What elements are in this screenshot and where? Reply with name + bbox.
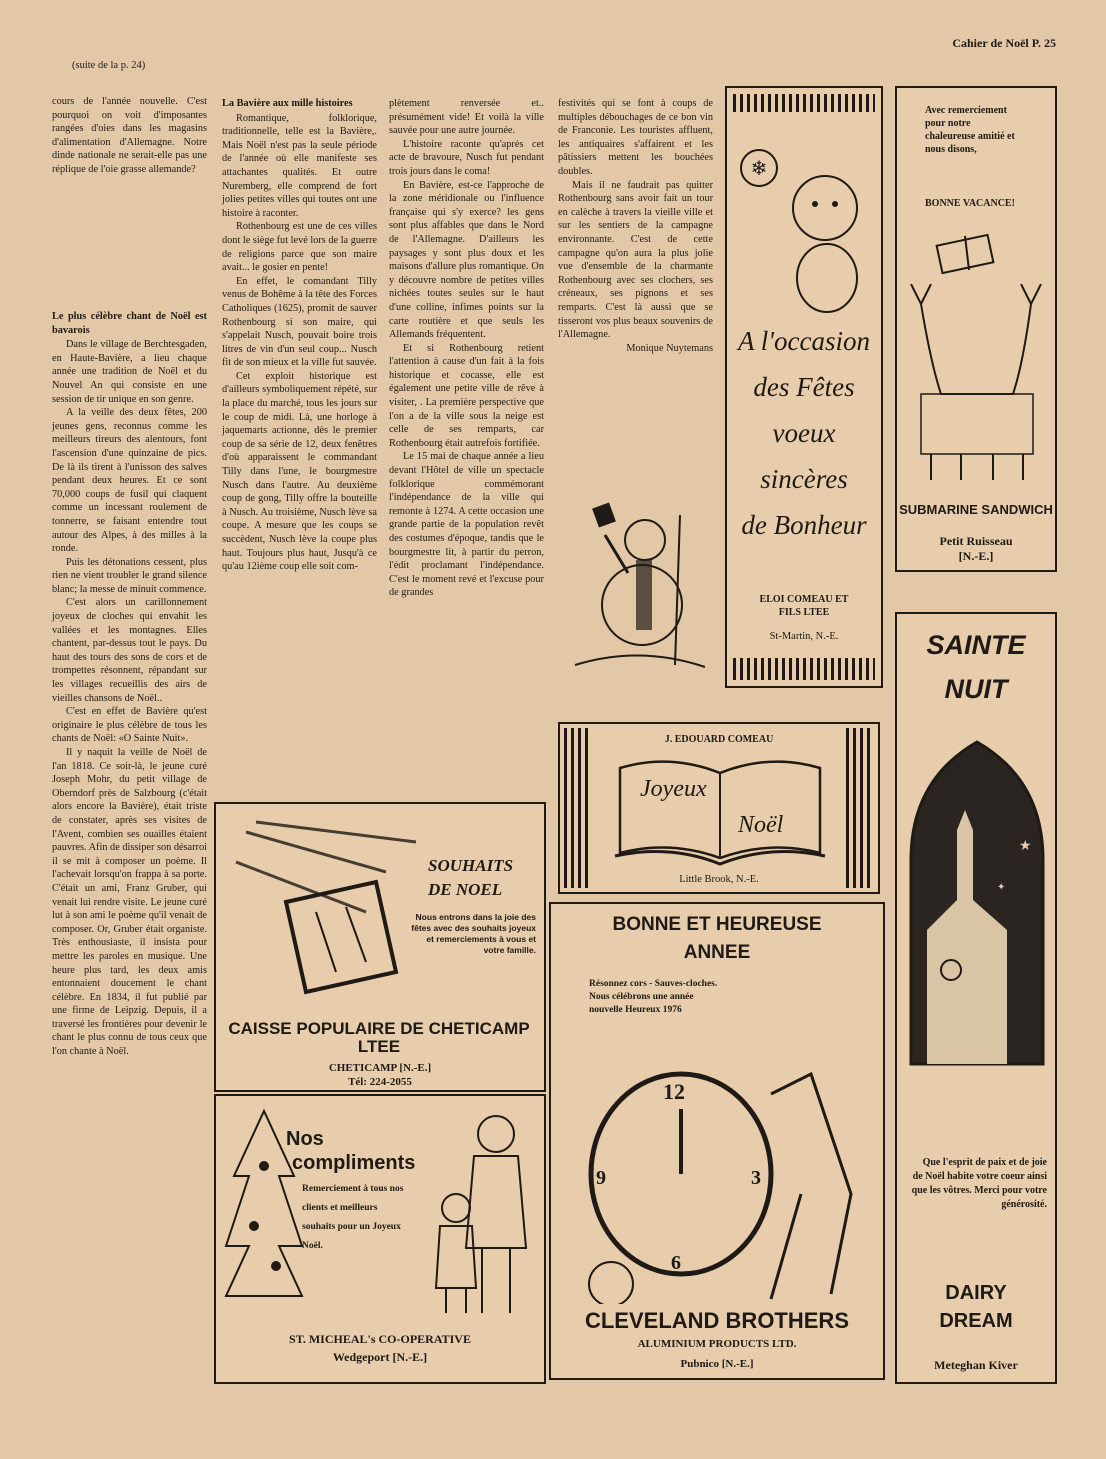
- carolers-illustration: [426, 1108, 536, 1318]
- ad-sub: ALUMINIUM PRODUCTS LTD.: [637, 1338, 797, 1350]
- ad-eloi-comeau: [725, 86, 883, 688]
- bear-cub-illustration: [735, 148, 877, 318]
- svg-text:★: ★: [1019, 839, 1032, 854]
- svg-text:3: 3: [751, 1167, 761, 1189]
- paragraph: L'histoire raconte qu'après cet acte de bravoure, Nusch fut pendant trois jours dans le coma!: [389, 138, 544, 177]
- page-header: Cahier de Noël P. 25: [952, 36, 1056, 50]
- column-2: [222, 97, 377, 574]
- ad-cleveland-brothers: [549, 902, 885, 1380]
- ad-place: Little Brook, N.-E.: [679, 874, 759, 885]
- clock-drummer-illustration: [571, 1054, 871, 1304]
- script-line: de Bonheur: [741, 510, 867, 540]
- ad-company: DAIRY: [945, 1282, 1007, 1304]
- paragraph: Il y naquit la veille de Noël de l'an 1818. Ce soir-là, le jeune curé Joseph Mohr, du petit village de Oberndorf près de Salzbourg (c'était alors encore la Bavière), était triste de constater, après ses visites de l'Avent, combien ses ouailles étaient pauvres. Afin de dissiper son désarroi il se mit à composer un poème. Il l'achevait lorsqu'on frappa à sa porte. C'était un ami, Franz Gruber, qui venait lui rendre visite. Le jeune curé lut à son ami le poème qu'il venait de composer. Or, Gruber était organiste. Très enthousiaste, il insista pour mettre les paroles en musique. Une heure plus tard, les deux amis entonnaient doucement le chant célèbre. En 1834, il fut publié par une firme de Leipzig. Depuis, il a traversé les frontières pour devenir le chant le plus connu de tous ceux que l'on chante à Noël.: [52, 747, 207, 1058]
- ad-message: Résonnez cors - Sauves-cloches. Nous célébrons une année nouvelle Heureux 1976: [589, 979, 718, 1015]
- ad-place: St-Martin, N.-E.: [769, 631, 839, 642]
- open-book-illustration: [610, 748, 830, 868]
- ad-title: NUIT: [944, 674, 1008, 704]
- paragraph: A la veille des deux fêtes, 200 jeunes gens, reconnus comme les meilleurs tireurs des alentours, font l'ascension d'une quinzaine de pics. De là ils tirent à l'unisson des salves pendant deux heures. Et ce sont 70,000 coups de fusil qui claquent comme un incessant roulement de tonnerre, se faisant entendre tout autour des Alpes, à des milles à la ronde.: [52, 407, 207, 555]
- ad-script-text: Joyeux: [640, 776, 707, 802]
- svg-text:9: 9: [596, 1167, 606, 1189]
- ad-company: J. EDOUARD COMEAU: [664, 734, 774, 745]
- ad-company: DREAM: [939, 1310, 1013, 1332]
- decorative-border: [564, 728, 592, 888]
- signature: Monique Nuytemans: [626, 342, 713, 354]
- ad-caisse-populaire: [214, 802, 546, 1092]
- paragraph: Et si Rothenbourg retient l'attention à cause d'un fait à la fois historique et cocasse, elle est également une petite ville de rêve à visiter, . La première perspective que l'on a de la ville sous la neige est celle de ses remparts, car Rothenbourg était autrefois fortifiée.: [389, 342, 544, 449]
- ad-st-micheals-cooperative: [214, 1094, 546, 1384]
- paragraph: Puis les détonations cessent, plus rien ne vient troubler le grand silence blanc; la messe de minuit commence.: [52, 556, 207, 595]
- ad-dairy-dream: [895, 612, 1057, 1384]
- paragraph: En Bavière, est-ce l'approche de la zone méridionale ou l'influence française qui s'y exerce? les gens sont plus affables que dans le Nord de l'Allemagne. D'ailleurs les paysages y sont plus doux et les maisons d'allure plus romantique. On y découvre nombre de petites villes nichées toutes seules sur le haut d'une colline, infimes points sur la carte routière et que seuls les Allemands fréquentent.: [389, 179, 544, 341]
- ad-place: Meteghan Kiver: [934, 1358, 1018, 1372]
- paragraph: plètement renversée et.. présumément vide! Et voilà la ville sauvée pour une autre journée.: [389, 98, 544, 137]
- paragraph: C'est alors un carillonnement joyeux de cloches qui envahit les vallées et les montagnes. Elles chantent, par-dessus tout le pays. Du haut des tours des sons de cors et de trompettes résonnent, répandant sur les villages recueillis des airs de vieilles chansons de Noël..: [52, 597, 207, 704]
- gift-icon: [935, 224, 999, 274]
- script-line: sincères: [760, 464, 848, 494]
- paragraph: Romantique, folklorique, traditionnelle, telle est la Bavière,. Mais Noël n'est pas la seule période de l'année où elle manifeste ses attachantes qualités. Et outre Nuremberg, elle comprend de fort jolies petites villes qui toutes ont une histoire à raconter.: [222, 112, 377, 219]
- column-3: [389, 97, 544, 600]
- column-4: [558, 97, 713, 355]
- ad-company: CAISSE POPULAIRE DE CHETICAMP LTEE: [228, 1019, 530, 1056]
- ad-company: CLEVELAND BROTHERS: [584, 1308, 849, 1333]
- column-1: [52, 310, 207, 1059]
- svg-text:6: 6: [671, 1252, 681, 1274]
- ad-message: Que l'esprit de paix et de joie de Noël habite votre coeur ainsi que les vôtres. Merci pour votre générosité.: [911, 1157, 1047, 1210]
- ad-company: ST. MICHEAL's CO-OPERATIVE: [289, 1332, 471, 1346]
- svg-text:❄: ❄: [750, 158, 768, 180]
- ad-place: Wedgeport [N.-E.]: [332, 1350, 428, 1364]
- ad-message: Remerciement à tous nos clients et meilleurs souhaits pour un Joyeux Noël.: [302, 1184, 404, 1251]
- ad-title: BONNE ET HEUREUSE: [612, 914, 822, 935]
- paragraph: Rothenbourg est une de ces villes dont le siège fut levé lors de la guerre de religions parce que son maire avait... le gosier en pente!: [222, 221, 377, 274]
- paragraph: festivités qui se font à coups de multiples débouchages de ce bon vin de Franconie. Les touristes affluent, les antiquaires s'affairent et les pâtissiers mettent les bouchées doubles.: [558, 98, 713, 177]
- subhead: La Bavière aux mille histoires: [222, 98, 353, 109]
- script-line: A l'occasion: [737, 326, 870, 356]
- ad-title: Nos: [286, 1128, 324, 1150]
- svg-text:12: 12: [663, 1079, 685, 1104]
- ad-greeting: BONNE VACANCE!: [925, 198, 1015, 209]
- paragraph: Le 15 mai de chaque année a lieu devant l'Hôtel de ville un spectacle folklorique commémorant l'indépendance de la ville qui remonte à 1274. A cette occasion une grande partie de la population revêt des costumes d'époque, tandis que le bourgmestre lit, à partir du perron, l'édit proclamant l'indépendance. C'est le moment revé et l'excuse pour de grandes: [389, 451, 544, 599]
- church-window-illustration: [907, 740, 1047, 1066]
- snowman-illustration: [570, 495, 710, 675]
- ad-title: ANNEE: [683, 942, 751, 963]
- ad-message: Avec remerciement pour notre chaleureuse amitié et nous disons,: [925, 105, 1015, 155]
- continued-note: (suite de la p. 24): [72, 60, 146, 71]
- ad-place: CHETICAMP [N.-E.]: [328, 1062, 432, 1074]
- script-line: voeux: [772, 418, 836, 448]
- ad-submarine-sandwich: [895, 86, 1057, 572]
- ad-company: SUBMARINE SANDWICH: [899, 502, 1053, 517]
- ad-title: DE NOEL: [428, 880, 503, 899]
- ad-phone: Tél: 224-2055: [348, 1076, 412, 1088]
- svg-text:✦: ✦: [997, 882, 1006, 893]
- ad-sub: Petit Ruisseau: [939, 534, 1013, 548]
- reindeer-illustration: [901, 284, 1053, 484]
- decorative-border: [733, 658, 875, 680]
- decorative-border: [846, 728, 874, 888]
- ad-j-edouard-comeau: [558, 722, 880, 894]
- paragraph: cours de l'année nouvelle. C'est pourquoi on voit d'imposantes rangées d'oies dans les magasins d'alimentation d'Allemagne. Notre dinde nationale ne serait-elle pas une réplique de l'oie grasse allemande?: [52, 96, 207, 175]
- script-line: des Fêtes: [753, 372, 855, 402]
- ad-title: SOUHAITS: [428, 856, 514, 875]
- paragraph: C'est en effet de Bavière qu'est originaire le plus célèbre de tous les chants de Noël: «O Sainte Nuit».: [52, 706, 207, 745]
- ad-region: [N.-E.]: [958, 549, 994, 563]
- paragraph: En effet, le comandant Tilly venus de Bohême à la tête des Forces Catholiques (1625), promit de sauver Rothenbourg si son maire, qui s'appelait Nusch, pouvait boire trois litres de vin d'un seul coup... Nusch fit de son mieux et la ville fut sauvée.: [222, 275, 377, 369]
- lantern-illustration: [226, 812, 426, 1012]
- paragraph: Dans le village de Berchtesgaden, en Haute-Bavière, a lieu chaque année une tradition de Noël et du Nouvel An qui consiste en une session de tir unique en son genre.: [52, 339, 207, 405]
- paragraph: Mais il ne faudrait pas quitter Rothenbourg sans avoir fait un tour en calèche à travers la vieille ville et sur les sentiers de la campagne environnante. C'est de cette campagne qu'on aura la plus jolie vue d'ensemble de la charmante Rothenbourg avec ses clochers, ses créneaux, ses pignons et ses remparts. C'est là aussi que se tisseront vos plus beaux souvenirs de l'Allemagne.: [558, 179, 713, 341]
- ad-place: Pubnico [N.-E.]: [680, 1358, 754, 1370]
- decorative-border: [733, 94, 875, 112]
- paragraph: Cet exploit historique est d'ailleurs symboliquement répété, sur la place du marché, tous les jours sur le coup de midi. Là, une horloge à jaquemarts actionne, dès le premier coup de sa série de 12, deux fenêtres d'où apparaissent le commandant Tilly dans l'une, le bourgmestre Nusch dans l'autre. Au deuxième coup de gong, Tilly offre la bouteille à Nusch. Au troisième, Nusch lève sa coupe. A mesure que les coups se succèdent, Nusch lève la coupe plus haut. Toujours plus haut, Jusqu'à ce qu'au 12ième coup elle soit com-: [222, 370, 377, 573]
- ad-title: SAINTE: [926, 630, 1026, 660]
- ad-message: Nous entrons dans la joie des fêtes avec des souhaits joyeux et remerciements à vous et votre famille.: [411, 912, 536, 955]
- column-1-top: [52, 95, 207, 177]
- ad-script-text: [733, 318, 875, 548]
- subhead: Le plus célèbre chant de Noël est bavarois: [52, 311, 207, 336]
- ad-script-text: Noël: [738, 812, 784, 838]
- ad-title: compliments: [292, 1152, 416, 1174]
- ad-company: ELOI COMEAU ET FILS LTEE: [759, 594, 849, 618]
